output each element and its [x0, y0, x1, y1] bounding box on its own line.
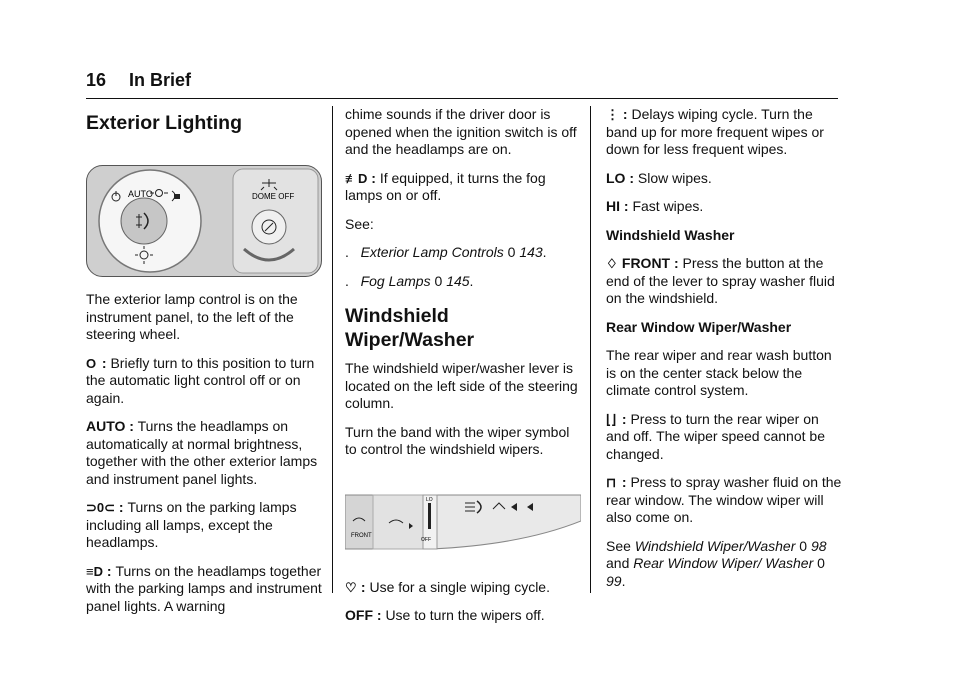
front-washer-paragraph: ♢ FRONT : Press the button at the end of the lever to spray washer fluid on the windshield. [606, 255, 835, 306]
page-header [86, 70, 209, 91]
column-divider-2 [590, 106, 591, 593]
lamp-control-figure [86, 165, 322, 277]
mist-paragraph: ♡ : Use for a single wiping cycle. [345, 578, 550, 595]
column-divider-1 [332, 106, 333, 593]
chime-text: chime sounds if the driver door is opened when the ignition switch is off and the headlamps are on. [345, 106, 577, 157]
rear-wiper-heading: Rear Window Wiper/Washer [606, 318, 792, 335]
windshield-washer-heading: Windshield Washer [606, 226, 735, 243]
rear-wash-icon: ⊓ [606, 475, 617, 490]
front-washer-icon: ♢ [606, 256, 618, 271]
mist-icon: ♡ [345, 579, 357, 595]
wiper-band-text: Turn the band with the wiper symbol to control the windshield wipers. [345, 423, 570, 457]
column-1 [86, 106, 322, 626]
column-2 [345, 106, 581, 636]
off-label: OFF [421, 536, 431, 543]
page-number: 16 [86, 70, 107, 90]
rear-wash-paragraph: ⊓ : Press to spray washer fluid on the rear window. The window wiper will also come on. [606, 474, 842, 525]
see-label: See: [345, 215, 374, 232]
exterior-lighting-title: Exterior Lighting [86, 112, 242, 134]
parking-lamps-icon: ⊃0⊂ [86, 500, 116, 515]
delay-paragraph: ⋮ : Delays wiping cycle. Turn the band up for more frequent wipes or down for less frequent wipes. [606, 106, 824, 157]
rear-wiper-icon: ⌊⌋ [606, 411, 617, 427]
header-rule [86, 98, 838, 99]
bullet-fog-lamps[interactable]: . Fog Lamps 0 145. [345, 272, 474, 289]
auto-paragraph: AUTO : Turns the headlamps on automatically at normal brightness, together with the other exterior lamps and instrument panel lights. [86, 418, 318, 487]
front-label: FRONT [351, 532, 372, 539]
parking-lamps-paragraph: ⊃0⊂ : Turns on the parking lamps including all lamps, except the headlamps. [86, 499, 297, 550]
wiper-off-paragraph: OFF : Use to turn the wipers off. [345, 607, 545, 623]
delay-icon: ⋮ [606, 107, 619, 122]
hi-paragraph: HI : Fast wipes. [606, 198, 704, 214]
fog-lamp-paragraph: ≢D : If equipped, it turns the fog lamps on or off. [345, 169, 546, 203]
headlamps-icon: ≡D [86, 563, 103, 579]
headlamps-paragraph: ≡D : Turns on the headlamps together with the parking lamps and instrument panel lights. A warning [86, 562, 322, 614]
rear-wiper-intro: The rear wiper and rear wash button is on the center stack below the climate control system. [606, 347, 832, 398]
section-title: In Brief [129, 70, 192, 90]
fog-lamp-icon: ≢D [345, 170, 368, 186]
lo-label: LO [426, 496, 433, 503]
column-3 [606, 106, 842, 601]
wiper-lever-location-text: The windshield wiper/washer lever is located on the left side of the steering column. [345, 360, 578, 411]
off-position-paragraph: O : Briefly turn to this position to turn the automatic light control off or on again. [86, 354, 315, 406]
off-position-icon: O [86, 355, 97, 371]
dome-off-label: DOME OFF [252, 192, 295, 201]
lo-paragraph: LO : Slow wipes. [606, 169, 712, 186]
wiper-washer-title: Windshield Wiper/Washer [345, 305, 475, 351]
lamp-intro-text: The exterior lamp control is on the instrument panel, to the left of the steering wheel. [86, 291, 298, 342]
see-references[interactable]: See Windshield Wiper/Washer 0 98 and Rear Window Wiper/ Washer 0 99. [606, 537, 827, 589]
rear-wiper-paragraph: ⌊⌋ : Press to turn the rear wiper on and off. The wiper speed cannot be changed. [606, 410, 825, 462]
wiper-lever-figure [345, 489, 581, 557]
auto-label: AUTO [128, 189, 153, 199]
bullet-exterior-lamp-controls[interactable]: . Exterior Lamp Controls 0 143. [345, 244, 547, 260]
